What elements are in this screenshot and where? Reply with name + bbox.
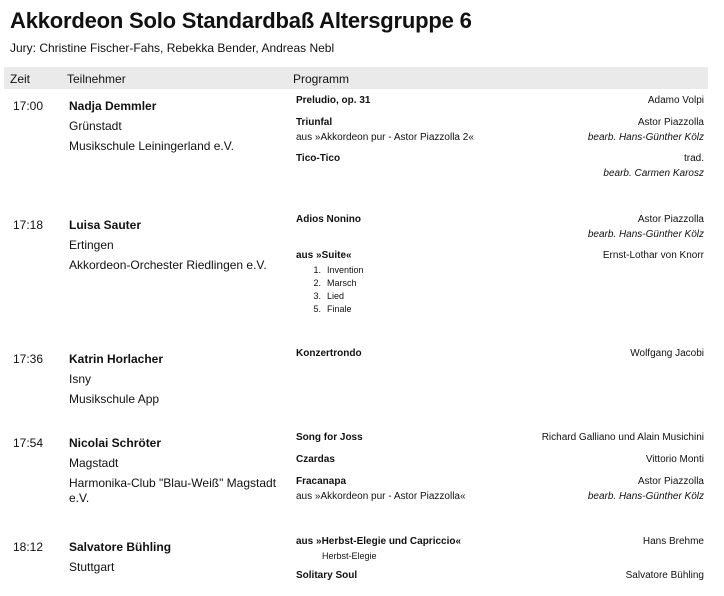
program-piece (296, 95, 704, 106)
participant-name: Nadja Demmler (69, 99, 157, 113)
piece-composer: Adamo Volpi (647, 95, 704, 106)
piece-title: Tico-Tico (296, 153, 341, 164)
time-slot: 17:54 (13, 436, 44, 450)
piece-arranger: bearb. Hans-Günther Kölz (587, 491, 704, 502)
program-piece (296, 348, 704, 359)
piece-source: aus »Akkordeon pur - Astor Piazzolla« (296, 491, 466, 502)
table-header (4, 67, 708, 89)
participant-name: Katrin Horlacher (69, 352, 164, 366)
piece-arranger: bearb. Hans-Günther Kölz (587, 132, 704, 143)
participant-city: Grünstadt (69, 119, 122, 133)
piece-composer: Salvatore Bühling (625, 570, 704, 581)
piece-title: Solitary Soul (296, 570, 358, 581)
piece-composer: Astor Piazzolla (637, 214, 704, 225)
jury-line: Jury: Christine Fischer-Fahs, Rebekka Bender, Andreas Nebl (10, 41, 335, 55)
participant-city: Ertingen (69, 238, 114, 252)
page-title: Akkordeon Solo Standardbaß Altersgruppe 6 (10, 8, 472, 33)
movement-number: 2. (313, 278, 321, 288)
piece-title: Song for Joss (296, 432, 363, 443)
movement-number: 1. (313, 265, 321, 275)
participant-city: Stuttgart (69, 560, 115, 574)
program-piece (296, 117, 704, 143)
piece-subtitle: Herbst-Elegie (322, 551, 377, 561)
column-header-participant: Teilnehmer (67, 72, 126, 86)
participant-org: Musikschule App (69, 392, 160, 406)
piece-title: Czardas (296, 454, 335, 465)
movement-name: Finale (327, 304, 352, 314)
piece-title: Triunfal (296, 117, 333, 128)
movement-number: 3. (313, 291, 321, 301)
program-piece (296, 214, 704, 240)
time-slot: 17:00 (13, 99, 44, 113)
movement-name: Invention (327, 265, 364, 275)
program-piece (296, 454, 704, 465)
piece-title: aus »Herbst-Elegie und Capriccio« (296, 536, 462, 547)
piece-title: Fracanapa (296, 476, 347, 487)
time-slot: 17:36 (13, 352, 44, 366)
piece-composer: Astor Piazzolla (637, 117, 704, 128)
piece-arranger: bearb. Carmen Karosz (603, 168, 704, 179)
participant-city: Isny (69, 372, 92, 386)
movement-number: 5. (313, 304, 321, 314)
participant-name: Salvatore Bühling (69, 540, 172, 554)
program-piece (296, 250, 704, 314)
time-slot: 17:18 (13, 218, 44, 232)
column-header-time: Zeit (10, 72, 31, 86)
piece-arranger: bearb. Hans-Günther Kölz (587, 229, 704, 240)
piece-composer: Ernst-Lothar von Knorr (602, 250, 704, 261)
piece-composer: Richard Galliano und Alain Musichini (541, 432, 704, 443)
program-piece (296, 432, 704, 443)
movement-name: Lied (327, 291, 345, 301)
participant-org: Musikschule Leiningerland e.V. (69, 139, 234, 153)
piece-title: Preludio, op. 31 (296, 95, 371, 106)
piece-composer: Vittorio Monti (645, 454, 704, 465)
column-header-program: Programm (293, 72, 350, 86)
participant-name: Luisa Sauter (69, 218, 142, 232)
piece-composer: Hans Brehme (642, 536, 704, 547)
participant-city: Magstadt (69, 456, 119, 470)
participant-name: Nicolai Schröter (69, 436, 162, 450)
program-piece (296, 536, 704, 561)
program-piece (296, 476, 704, 502)
program-piece (296, 153, 704, 179)
piece-title: aus »Suite« (296, 250, 352, 261)
piece-title: Konzertrondo (296, 348, 362, 359)
participant-org: Harmonika-Club "Blau-Weiß" Magstadt e.V. (69, 476, 277, 505)
time-slot: 18:12 (13, 540, 44, 554)
program-piece (296, 570, 704, 581)
participant-org: Akkordeon-Orchester Riedlingen e.V. (69, 258, 267, 272)
piece-composer: Astor Piazzolla (637, 476, 704, 487)
piece-composer: Wolfgang Jacobi (630, 348, 704, 359)
piece-composer: trad. (683, 153, 704, 164)
movement-name: Marsch (327, 278, 357, 288)
piece-source: aus »Akkordeon pur - Astor Piazzolla 2« (296, 132, 474, 143)
piece-title: Adios Nonino (296, 214, 361, 225)
